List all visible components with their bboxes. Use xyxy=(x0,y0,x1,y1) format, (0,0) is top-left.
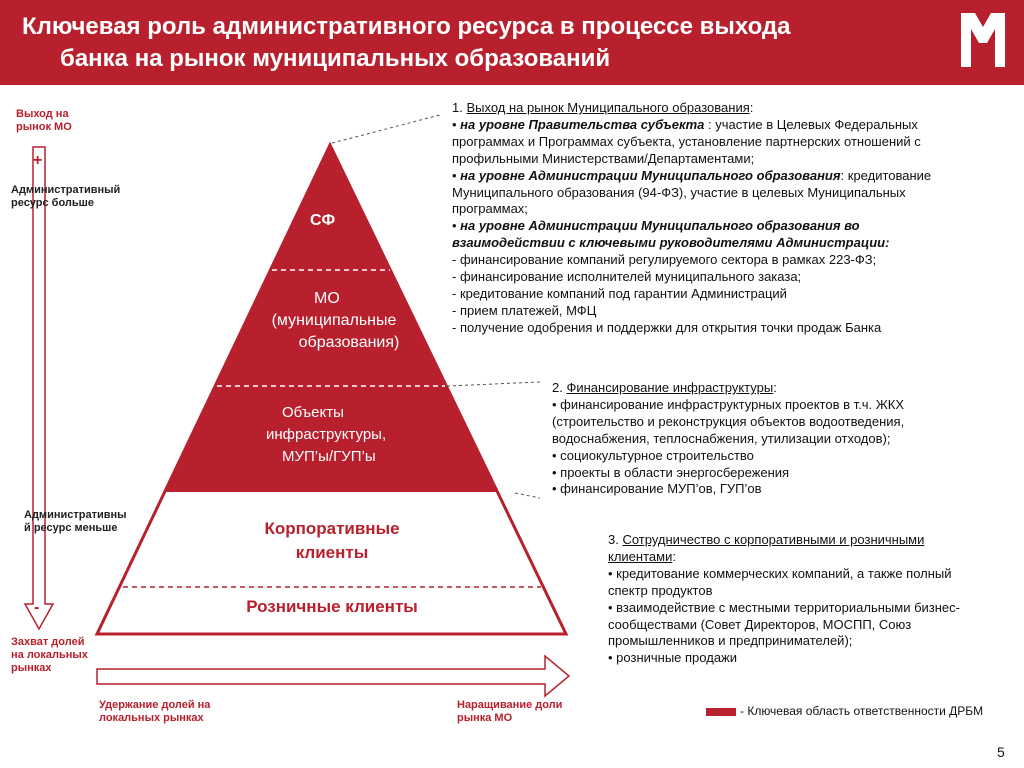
block-corporate-retail: 3. Сотрудничество с корпоративными и розничными клиентами: • кредитование коммерческих компаний, а также полный спектр продуктов • взаимодействие с местными территориальными бизнес- сообществами (Совет Директоров, МОСПП, Союз промышленников и предпринимателей); • розничные продажи xyxy=(608,532,1008,667)
minus-sign: - xyxy=(34,599,40,616)
page-title-line-1: Ключевая роль административного ресурса в процессе выхода xyxy=(22,13,791,40)
plus-sign: + xyxy=(33,152,43,169)
pyramid-level-mo: МО (муниципальные образования) xyxy=(271,290,400,351)
bottom-axis-right-label: Наращивание доли рынка МО xyxy=(457,699,563,724)
admin-resource-less-label: Административны й ресурс меньше xyxy=(24,509,127,534)
connector-line-3 xyxy=(515,493,540,498)
pyramid-level-retail: Розничные клиенты xyxy=(246,597,418,616)
admin-resource-more-label: Административный ресурс больше xyxy=(11,184,121,209)
page-number: 5 xyxy=(997,744,1005,760)
block-infrastructure: 2. Финансирование инфраструктуры: • финансирование инфраструктурных проектов в т.ч. ЖКХ (строительство и реконструкция объектов водоотведения, водоснабжения, теплоснабжения, утилизации отходов); • социокультурное строительство • проекты в области энергосбережения • финансирование МУП’ов, ГУП’ов xyxy=(552,380,992,498)
block3-heading: 3. Сотрудничество с корпоративными и розничными xyxy=(608,532,925,547)
horizontal-arrow xyxy=(97,656,569,696)
block2-heading: 2. Финансирование инфраструктуры: xyxy=(552,380,777,395)
bottom-axis-left-label: Удержание долей на локальных рынках xyxy=(99,699,211,724)
pyramid-level-sf: СФ xyxy=(310,212,336,229)
block1-heading: 1. Выход на рынок Муниципального образования: xyxy=(452,100,754,115)
connector-line-1 xyxy=(332,115,440,143)
page-title-line-2: банка на рынок муниципальных образований xyxy=(60,45,611,72)
block-municipal-entry: 1. Выход на рынок Муниципального образования: • на уровне Правительства субъекта : участие в Целевых Федеральных программах и Программах субъекта, установление партнерских отношений с профильными Министерствами/Департаментами; • на уровне Администрации Муниципального образования: кредитование Муниципального образования (94-ФЗ), участие в целевых Муниципальных программах; • на уровне Администрации Муниципального образования во взаимодействии с ключевыми руководителями Администрации: - финансирование компаний регулируемого сектора в рамках 223-ФЗ; - финансирование исполнителей муниципального заказа; - кредитование компаний под гарантии Администраций - прием платежей, МФЦ - получение одобрения и поддержки для открытия точки продаж Банка xyxy=(452,100,1017,337)
pyramid-level-corporate: Корпоративные клиенты xyxy=(264,519,400,562)
vertical-arrow xyxy=(25,147,53,629)
connector-line-2 xyxy=(447,382,540,386)
axis-bottom-left-label: Захват долей на локальных рынках xyxy=(11,636,88,674)
legend-swatch xyxy=(706,708,736,716)
pyramid-level-infrastructure: Объекты инфраструктуры, МУП’ы/ГУП’ы xyxy=(266,404,387,465)
legend-text: - Ключевая область ответственности ДРБМ xyxy=(740,704,984,718)
axis-top-label: Выход на рынок МО xyxy=(16,108,72,133)
